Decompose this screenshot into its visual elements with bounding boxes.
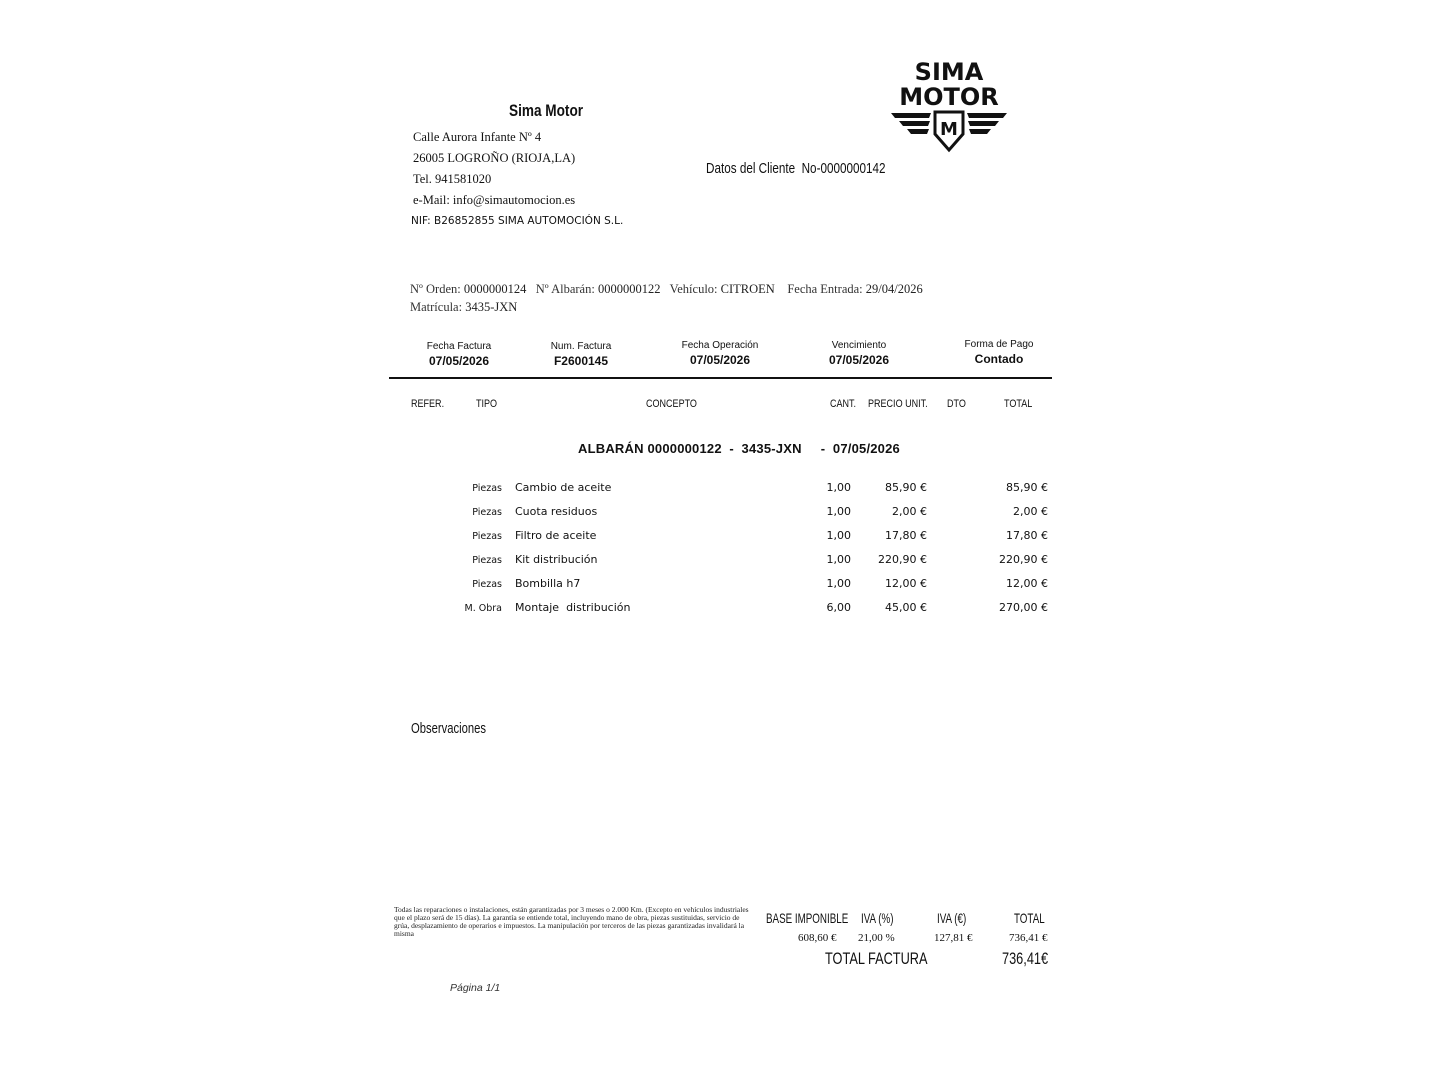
company-nif: NIF: B26852855 SIMA AUTOMOCIÓN S.L. [411,215,624,227]
summary-label: Forma de Pago [964,339,1034,350]
wing-left-icon [891,113,931,134]
summary-label: Vencimiento [831,340,887,351]
table-row [0,601,1440,625]
orden-value: 0000000124 [463,282,527,296]
summary-label: Num. Factura [550,341,612,352]
line-tipo: Piezas [472,507,502,518]
table-row [0,529,1440,553]
logo-line1: SIMA [914,58,984,86]
logo-emblem-letter: M [940,119,958,140]
summary-value: 07/05/2026 [689,353,751,367]
observaciones-label: Observaciones [411,720,487,737]
line-total: 85,90 € [1006,481,1048,494]
total-factura-label: TOTAL FACTURA [825,949,928,968]
line-precio: 17,80 € [885,529,927,542]
summary-value: 07/05/2026 [428,354,490,368]
total-value: 736,41 € [1009,932,1048,944]
wing-right-icon [967,113,1007,134]
line-precio: 12,00 € [885,577,927,590]
header-divider [389,377,1052,379]
matricula-value: 3435-JXN [465,300,518,314]
warranty-text: Todas las reparaciones o instalaciones, están garantizadas por 3 meses o 2.000 Km. (Excepto en vehículos industriales que el plazo será de 15 días). La garantía se entiende total, incluyendo mano de obra, piezas sustituidas, servicio de grúa, desplazamiento de operarios e impuestos. La manipulación por terceros de las piezas garantizadas invalidará la misma [394,905,749,938]
col-header-dto: DTO [947,398,966,410]
summary-fecha-operacion [665,340,775,367]
table-row [0,577,1440,601]
col-header-cant: CANT. [830,398,857,410]
iva-eur-label: IVA (€) [937,910,967,926]
col-header-precio: PRECIO UNIT. [868,398,928,410]
iva-pct-value: 21,00 % [858,932,895,944]
line-concepto: Bombilla h7 [515,577,581,590]
line-total: 2,00 € [1013,505,1048,518]
line-concepto: Cuota residuos [515,505,598,518]
col-header-total: TOTAL [1004,398,1033,410]
iva-eur-value: 127,81 € [934,932,973,944]
iva-pct-label: IVA (%) [861,910,894,926]
line-cant: 6,00 [826,601,851,614]
summary-value: 07/05/2026 [828,353,890,367]
client-number: No-0000000142 [801,160,886,177]
table-row [0,481,1440,505]
summary-forma-pago [949,339,1049,366]
vehiculo-value: CITROEN [720,282,775,296]
line-concepto: Montaje distribución [515,601,631,614]
table-row [0,553,1440,577]
col-header-refer: REFER. [411,398,445,410]
line-cant: 1,00 [826,529,851,542]
summary-value: F2600145 [553,354,609,368]
summary-vencimiento [809,340,909,367]
line-total: 12,00 € [1006,577,1048,590]
line-tipo: M. Obra [464,603,502,614]
fecha-entrada-label: Fecha Entrada: [787,282,863,296]
line-cant: 1,00 [826,577,851,590]
summary-fecha-factura [409,341,509,368]
line-concepto: Filtro de aceite [515,529,597,542]
line-tipo: Piezas [472,483,502,494]
line-tipo: Piezas [472,555,502,566]
summary-num-factura [531,341,631,368]
line-concepto: Kit distribución [515,553,598,566]
line-cant: 1,00 [826,505,851,518]
base-imponible-label: BASE IMPONIBLE [766,910,849,926]
logo-line2: MOTOR [899,83,999,111]
line-total: 17,80 € [1006,529,1048,542]
matricula-label: Matrícula: [410,300,463,314]
col-header-concepto: CONCEPTO [646,398,697,410]
line-precio: 2,00 € [892,505,927,518]
company-name: Sima Motor [509,101,584,120]
company-phone: Tel. 941581020 [413,172,492,186]
total-factura-value: 736,41€ [1002,949,1049,968]
vehiculo-label: Vehículo: [669,282,718,296]
sima-motor-logo [885,58,1013,158]
line-total: 270,00 € [999,601,1048,614]
albaran-label: Nº Albarán: [535,282,595,296]
company-email: e-Mail: info@simautomocion.es [413,193,576,207]
orden-label: Nº Orden: [410,282,461,296]
line-total: 220,90 € [999,553,1048,566]
base-imponible-value: 608,60 € [798,932,837,944]
page-number: Página 1/1 [450,982,501,994]
summary-label: Fecha Operación [681,340,759,351]
fecha-entrada-value: 29/04/2026 [865,282,923,296]
line-precio: 45,00 € [885,601,927,614]
line-concepto: Cambio de aceite [515,481,612,494]
line-precio: 220,90 € [878,553,927,566]
client-label-text: Datos del Cliente [706,160,796,177]
line-precio: 85,90 € [885,481,927,494]
total-label: TOTAL [1014,910,1045,926]
client-label [706,160,886,177]
col-header-tipo: TIPO [476,398,498,410]
order-info-line2 [410,300,517,315]
summary-value: Contado [974,352,1024,366]
line-cant: 1,00 [826,481,851,494]
line-tipo: Piezas [472,531,502,542]
line-tipo: Piezas [472,579,502,590]
summary-label: Fecha Factura [426,341,492,352]
albaran-value: 0000000122 [597,282,661,296]
company-city: 26005 LOGROÑO (RIOJA,LA) [413,151,576,165]
delivery-note-title: ALBARÁN 0000000122 - 3435-JXN - 07/05/2026 [578,441,900,456]
company-address: Calle Aurora Infante Nº 4 [413,130,542,144]
line-cant: 1,00 [826,553,851,566]
table-row [0,505,1440,529]
order-info-line1 [410,282,923,297]
